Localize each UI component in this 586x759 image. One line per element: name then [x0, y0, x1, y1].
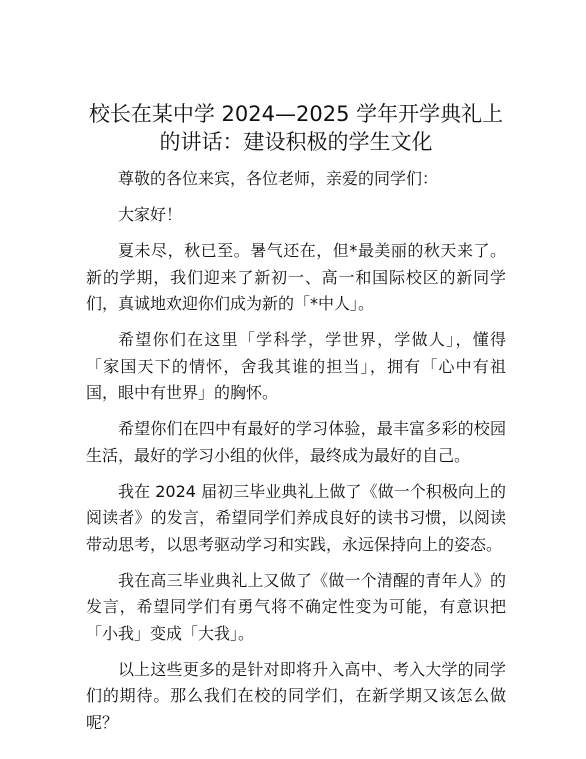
body-paragraph: 希望你们在四中有最好的学习体验，最丰富多彩的校园生活，最好的学习小组的伙伴，最终成为最好的自己。 [86, 419, 506, 465]
document-title: 校长在某中学 2024—2025 学年开学典礼上的讲话：建设积极的学生文化 [88, 102, 504, 154]
salutation-paragraph: 尊敬的各位来宾，各位老师，亲爱的同学们： [118, 169, 439, 188]
greeting-paragraph: 大家好！ [118, 205, 183, 224]
body-paragraph: 我在高三毕业典礼上又做了《做一个清醒的青年人》的发言，希望同学们有勇气将不确定性变为可能，有意识把「小我」变成「大我」。 [86, 570, 506, 643]
body-paragraph: 我在 2024 届初三毕业典礼上做了《做一个积极向上的阅读者》的发言，希望同学们养成良好的读书习惯，以阅读带动思考，以思考驱动学习和实践，永远保持向上的姿态。 [86, 481, 506, 554]
document-body [86, 166, 506, 746]
body-paragraph: 以上这些更多的是针对即将升入高中、考入大学的同学们的期待。那么我们在校的同学们，在新学期又该怎么做呢？ [86, 659, 506, 732]
body-paragraph: 夏未尽，秋已至。暑气还在，但*最美丽的秋天来了。新的学期，我们迎来了新初一、高一和国际校区的新同学们，真诚地欢迎你们成为新的「*中人」。 [86, 241, 506, 313]
body-paragraph: 希望你们在这里「学科学，学世界，学做人」，懂得「家国天下的情怀，舍我其谁的担当」，拥有「心中有祖国，眼中有世界」的胸怀。 [86, 330, 506, 402]
